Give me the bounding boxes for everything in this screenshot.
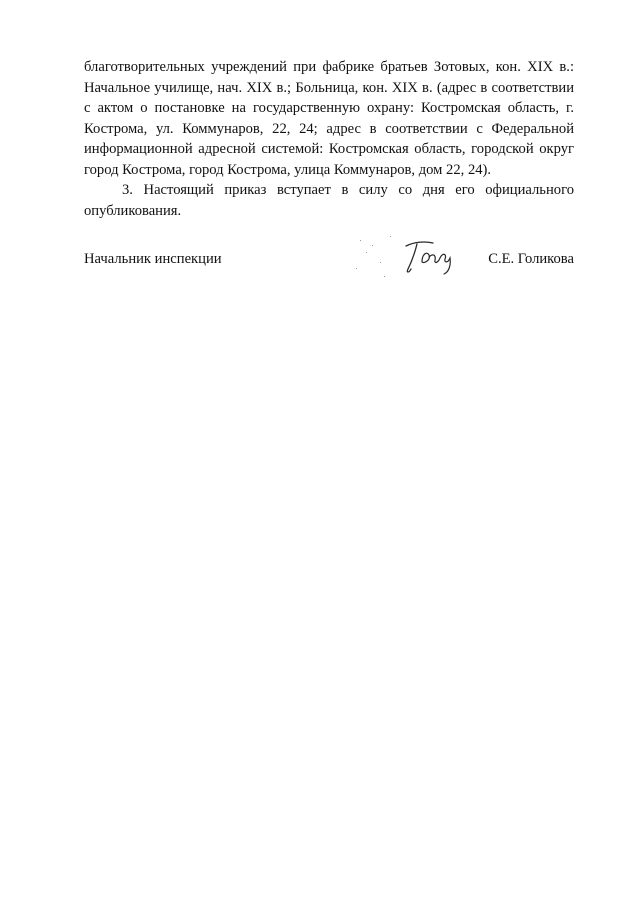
scan-speck (360, 240, 361, 241)
paragraph-object-description: благотворительных учреждений при фабрике братьев Зотовых, кон. XIX в.: Начальное училище, нач. XIX в.; Больница, кон. XIX в. (адрес в соответствии с актом о постановке на государственную охрану: Костромская область, г. Кострома, ул. Коммунаров, 22, 24; адрес в соответствии с Федеральной информационной адресной системой: Костромская область, городской округ город Кострома, город Кострома, улица Коммунаров, дом 22, 24). (84, 59, 574, 178)
document-body (84, 57, 574, 221)
scan-speck (372, 245, 373, 246)
scan-speck (390, 236, 391, 237)
signature-block (84, 251, 574, 275)
signatory-name: С.Е. Голикова (488, 251, 574, 267)
scan-speck (366, 252, 367, 253)
scan-speck (356, 268, 357, 269)
handwritten-signature (400, 232, 462, 278)
paragraph-clause-3: 3. Настоящий приказ вступает в силу со дня его официального опубликования. (84, 182, 574, 219)
scan-speck (380, 262, 381, 263)
signatory-title: Начальник инспекции (84, 251, 222, 267)
scan-speck (384, 276, 385, 277)
